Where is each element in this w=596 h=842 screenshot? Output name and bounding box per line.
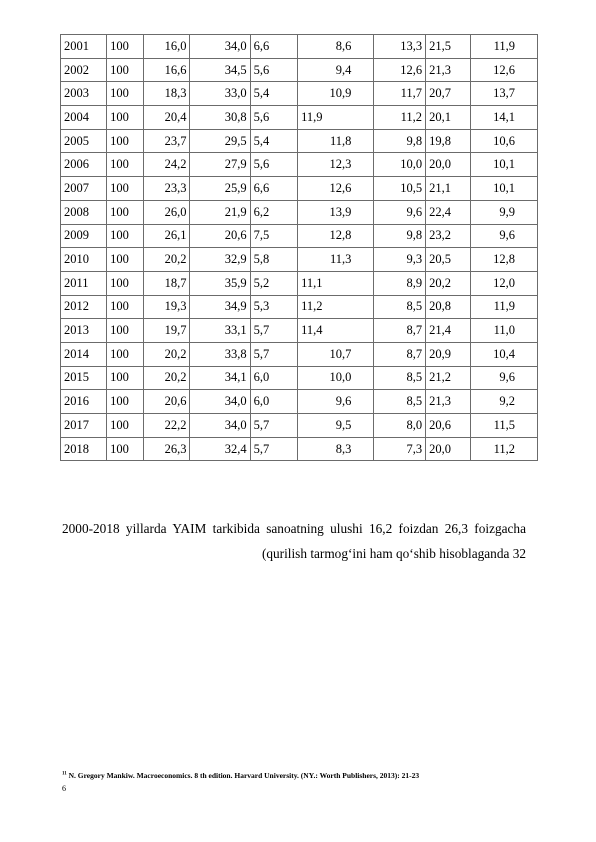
table-cell: 29,5	[190, 129, 250, 153]
table-cell: 11,4	[298, 319, 374, 343]
table-cell: 8,3	[298, 437, 374, 461]
table-cell: 11,8	[298, 129, 374, 153]
table-cell: 11,9	[471, 295, 538, 319]
body-paragraph	[62, 516, 526, 566]
table-cell: 10,4	[471, 342, 538, 366]
statistics-table	[60, 34, 538, 461]
table-cell: 5,4	[250, 82, 298, 106]
table-cell: 16,6	[144, 58, 190, 82]
table-cell: 11,7	[374, 82, 426, 106]
table-cell: 24,2	[144, 153, 190, 177]
table-cell: 20,0	[426, 437, 471, 461]
table-cell: 11,2	[374, 106, 426, 130]
table-cell: 22,2	[144, 414, 190, 438]
table-cell: 9,6	[298, 390, 374, 414]
table-cell: 5,7	[250, 319, 298, 343]
table-cell: 20,6	[426, 414, 471, 438]
table-row	[61, 82, 538, 106]
table-cell: 100	[107, 177, 144, 201]
table-cell: 100	[107, 35, 144, 59]
table-cell-year: 2008	[61, 200, 107, 224]
table-cell: 5,8	[250, 248, 298, 272]
table-cell: 11,2	[298, 295, 374, 319]
table-cell: 20,6	[190, 224, 250, 248]
table-cell: 12,6	[374, 58, 426, 82]
table-cell: 100	[107, 366, 144, 390]
table-cell: 9,4	[298, 58, 374, 82]
table-cell: 8,5	[374, 366, 426, 390]
table-cell-year: 2001	[61, 35, 107, 59]
table-cell: 9,8	[374, 129, 426, 153]
table-cell: 11,1	[298, 271, 374, 295]
table-cell: 100	[107, 390, 144, 414]
table-cell: 20,2	[144, 342, 190, 366]
table-cell: 9,9	[471, 200, 538, 224]
table-cell-year: 2002	[61, 58, 107, 82]
page-number: 6	[62, 784, 66, 793]
table-row	[61, 437, 538, 461]
table-cell: 10,0	[298, 366, 374, 390]
footnote	[62, 771, 542, 780]
table-cell: 9,8	[374, 224, 426, 248]
table-cell: 26,1	[144, 224, 190, 248]
table-cell-year: 2010	[61, 248, 107, 272]
table-cell: 5,2	[250, 271, 298, 295]
table-cell: 25,9	[190, 177, 250, 201]
table-cell: 33,1	[190, 319, 250, 343]
table-cell: 100	[107, 129, 144, 153]
table-cell: 34,0	[190, 390, 250, 414]
table-cell: 5,7	[250, 414, 298, 438]
table-cell: 20,2	[426, 271, 471, 295]
table-row	[61, 153, 538, 177]
table-cell-year: 2005	[61, 129, 107, 153]
table-cell: 19,7	[144, 319, 190, 343]
table-cell: 8,7	[374, 342, 426, 366]
table-cell: 100	[107, 271, 144, 295]
table-cell: 100	[107, 248, 144, 272]
table-cell: 20,0	[426, 153, 471, 177]
table-cell: 100	[107, 414, 144, 438]
table-row	[61, 342, 538, 366]
table-cell: 12,8	[471, 248, 538, 272]
table-cell-year: 2013	[61, 319, 107, 343]
table-cell: 12,0	[471, 271, 538, 295]
table-row	[61, 414, 538, 438]
table-cell-year: 2015	[61, 366, 107, 390]
table-cell: 21,9	[190, 200, 250, 224]
table-cell: 34,9	[190, 295, 250, 319]
table-cell: 7,5	[250, 224, 298, 248]
table-cell: 11,3	[298, 248, 374, 272]
table-row	[61, 129, 538, 153]
table-cell: 11,0	[471, 319, 538, 343]
table-cell: 21,2	[426, 366, 471, 390]
table-cell: 34,1	[190, 366, 250, 390]
table-cell: 23,2	[426, 224, 471, 248]
table-cell: 12,8	[298, 224, 374, 248]
table-cell: 34,5	[190, 58, 250, 82]
table-cell: 9,5	[298, 414, 374, 438]
table-cell: 34,0	[190, 414, 250, 438]
table-cell: 100	[107, 319, 144, 343]
table-row	[61, 319, 538, 343]
table-cell: 8,0	[374, 414, 426, 438]
table-cell-year: 2011	[61, 271, 107, 295]
table-cell: 100	[107, 200, 144, 224]
table-cell: 18,3	[144, 82, 190, 106]
table-cell: 100	[107, 153, 144, 177]
table-cell: 21,3	[426, 58, 471, 82]
table-cell: 12,3	[298, 153, 374, 177]
table-row	[61, 271, 538, 295]
table-cell: 8,5	[374, 390, 426, 414]
table-cell: 8,9	[374, 271, 426, 295]
table-cell: 9,2	[471, 390, 538, 414]
table-cell-year: 2012	[61, 295, 107, 319]
table-row	[61, 58, 538, 82]
table-cell: 6,2	[250, 200, 298, 224]
table-cell: 100	[107, 342, 144, 366]
table-cell: 11,5	[471, 414, 538, 438]
table-cell: 5,6	[250, 106, 298, 130]
table-cell: 19,8	[426, 129, 471, 153]
table-cell: 9,6	[471, 224, 538, 248]
table-row	[61, 295, 538, 319]
table-cell: 21,5	[426, 35, 471, 59]
table-cell: 20,9	[426, 342, 471, 366]
table-cell-year: 2006	[61, 153, 107, 177]
table-cell: 100	[107, 106, 144, 130]
table-cell: 20,2	[144, 366, 190, 390]
table-cell-year: 2018	[61, 437, 107, 461]
table-cell: 12,6	[471, 58, 538, 82]
footnote-marker: 11	[62, 771, 67, 777]
table-cell: 13,7	[471, 82, 538, 106]
table-cell: 14,1	[471, 106, 538, 130]
table-cell: 32,9	[190, 248, 250, 272]
table-cell: 8,6	[298, 35, 374, 59]
table-cell: 10,9	[298, 82, 374, 106]
table-cell: 22,4	[426, 200, 471, 224]
table-cell: 11,9	[298, 106, 374, 130]
table-cell: 100	[107, 58, 144, 82]
table-cell: 100	[107, 437, 144, 461]
table-cell: 30,8	[190, 106, 250, 130]
table-cell: 19,3	[144, 295, 190, 319]
table-cell: 27,9	[190, 153, 250, 177]
table-cell: 5,6	[250, 58, 298, 82]
table-cell: 5,7	[250, 437, 298, 461]
paragraph-line-2: (qurilish tarmog‘ini ham qo‘shib hisoblaganda 32	[261, 546, 526, 561]
table-cell: 13,9	[298, 200, 374, 224]
table-cell: 5,6	[250, 153, 298, 177]
paragraph-line-1: 2000-2018 yillarda YAIM tarkibida sanoatning ulushi 16,2 foizdan 26,3 foizgacha	[62, 521, 526, 536]
table-cell: 5,4	[250, 129, 298, 153]
table-cell: 10,1	[471, 153, 538, 177]
table-row	[61, 366, 538, 390]
table-cell: 10,5	[374, 177, 426, 201]
table-row	[61, 248, 538, 272]
table-cell: 21,1	[426, 177, 471, 201]
table-row	[61, 390, 538, 414]
table-cell-year: 2016	[61, 390, 107, 414]
table-cell: 20,6	[144, 390, 190, 414]
table-cell: 33,8	[190, 342, 250, 366]
table-cell: 26,3	[144, 437, 190, 461]
table-cell: 18,7	[144, 271, 190, 295]
table-row	[61, 35, 538, 59]
table-cell: 6,0	[250, 390, 298, 414]
table-cell: 21,3	[426, 390, 471, 414]
table-cell: 11,9	[471, 35, 538, 59]
table-cell-year: 2007	[61, 177, 107, 201]
table-cell: 20,2	[144, 248, 190, 272]
table-cell: 26,0	[144, 200, 190, 224]
table-cell: 13,3	[374, 35, 426, 59]
table-cell: 20,8	[426, 295, 471, 319]
table-cell: 11,2	[471, 437, 538, 461]
table-cell: 21,4	[426, 319, 471, 343]
table-cell: 10,7	[298, 342, 374, 366]
table-row	[61, 177, 538, 201]
table-cell: 20,5	[426, 248, 471, 272]
table-cell: 12,6	[298, 177, 374, 201]
table-cell-year: 2017	[61, 414, 107, 438]
table-cell: 9,6	[471, 366, 538, 390]
table-cell: 100	[107, 224, 144, 248]
table-row	[61, 106, 538, 130]
table-row	[61, 224, 538, 248]
table-cell: 5,3	[250, 295, 298, 319]
table-cell: 16,0	[144, 35, 190, 59]
table-cell: 5,7	[250, 342, 298, 366]
table-cell-year: 2009	[61, 224, 107, 248]
table-cell: 20,4	[144, 106, 190, 130]
table-row	[61, 200, 538, 224]
table-cell-year: 2003	[61, 82, 107, 106]
table-cell: 9,6	[374, 200, 426, 224]
table-cell: 20,1	[426, 106, 471, 130]
table-cell: 23,3	[144, 177, 190, 201]
table-cell: 100	[107, 82, 144, 106]
table-body	[61, 35, 538, 461]
table-cell: 7,3	[374, 437, 426, 461]
table-cell: 8,7	[374, 319, 426, 343]
table-cell: 6,6	[250, 177, 298, 201]
table-cell: 32,4	[190, 437, 250, 461]
table-cell-year: 2004	[61, 106, 107, 130]
table-cell: 10,0	[374, 153, 426, 177]
table-cell: 34,0	[190, 35, 250, 59]
table-cell: 33,0	[190, 82, 250, 106]
table-cell: 100	[107, 295, 144, 319]
table-cell: 6,6	[250, 35, 298, 59]
table-cell: 6,0	[250, 366, 298, 390]
table-cell-year: 2014	[61, 342, 107, 366]
table-cell: 23,7	[144, 129, 190, 153]
table-cell: 8,5	[374, 295, 426, 319]
table-cell: 10,6	[471, 129, 538, 153]
table-cell: 35,9	[190, 271, 250, 295]
table-cell: 10,1	[471, 177, 538, 201]
table-cell: 9,3	[374, 248, 426, 272]
table-cell: 20,7	[426, 82, 471, 106]
footnote-text: N. Gregory Mankiw. Macroeconomics. 8 th edition. Harvard University. (NY.: Worth Publishers, 2013): 21-23	[66, 771, 420, 780]
